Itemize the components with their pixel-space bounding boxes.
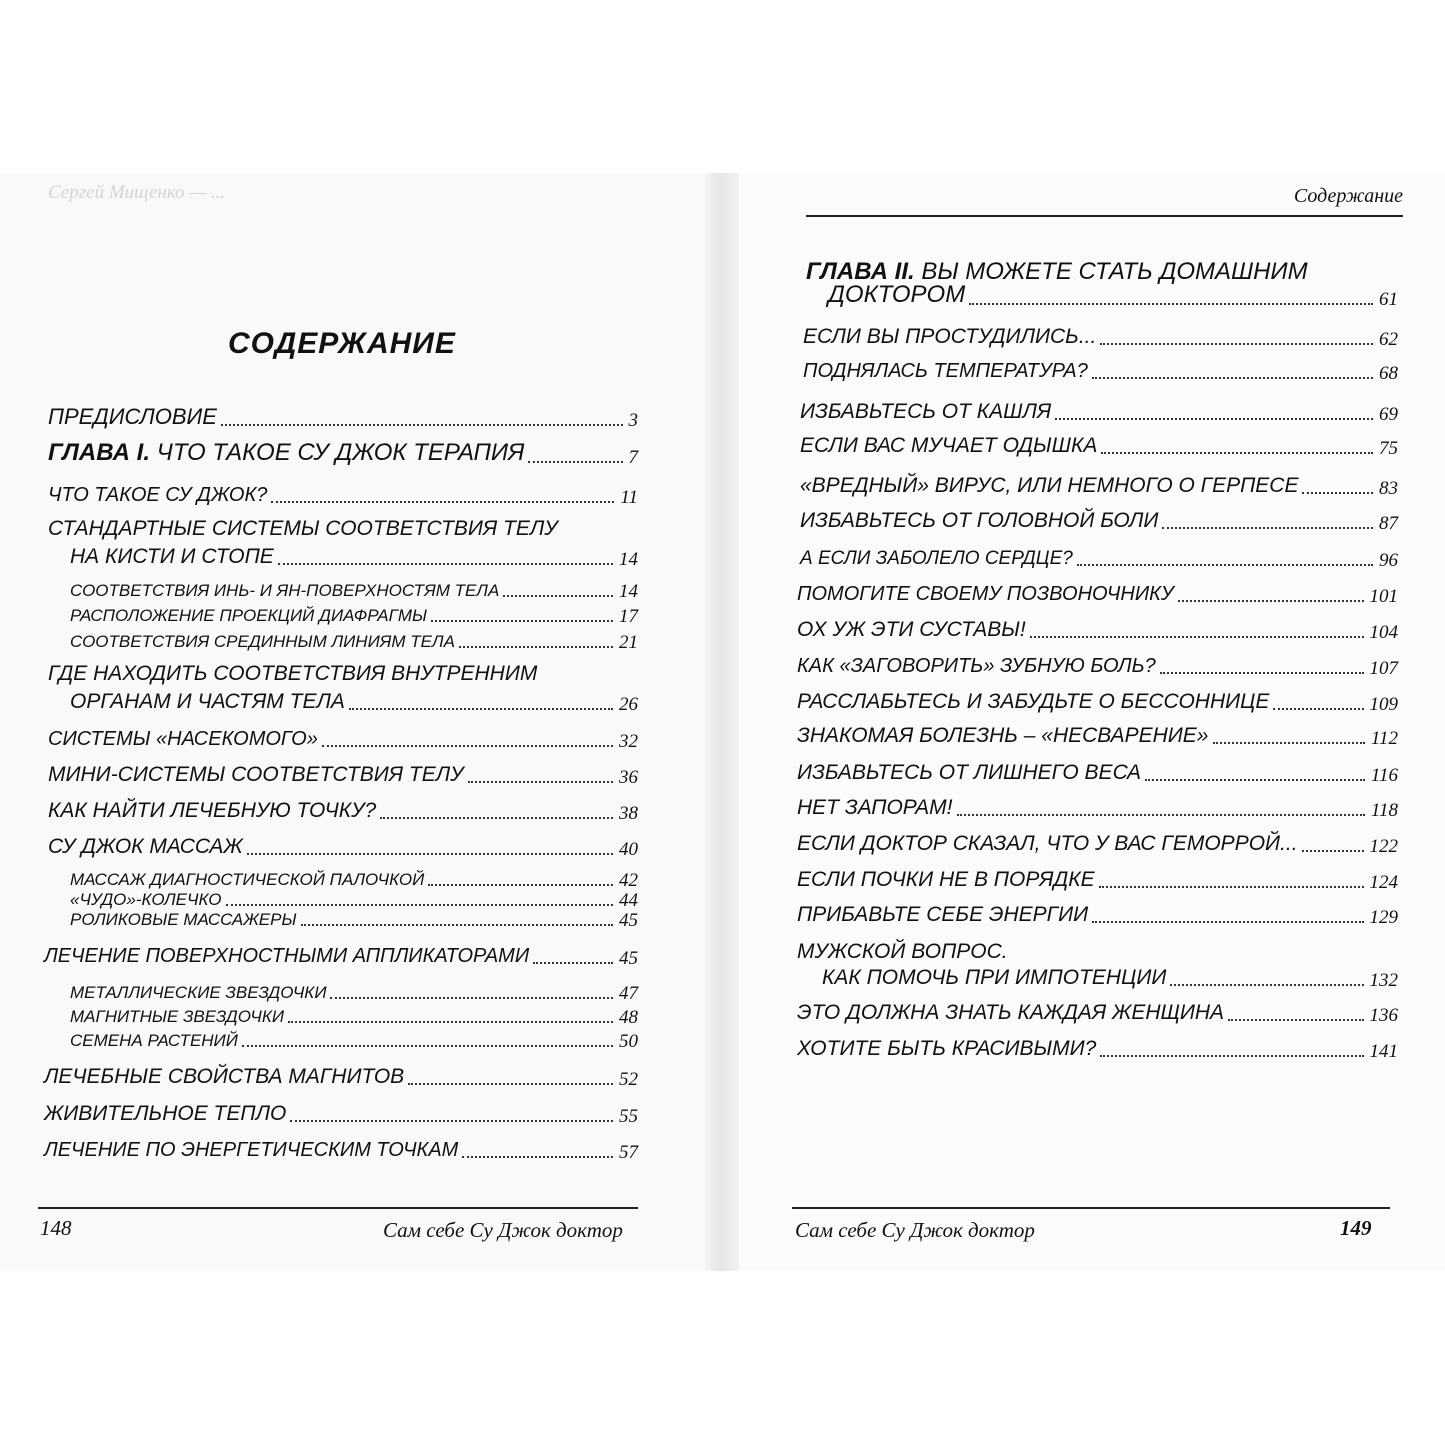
toc-page-number: 124 [1369,872,1398,893]
toc-entry-text: ЖИВИТЕЛЬНОЕ ТЕПЛО [44,1102,287,1125]
toc-entry [48,723,638,753]
dot-leader [431,620,613,622]
dot-leader [1099,886,1364,888]
toc-entry [797,650,1398,680]
toc-page-number: 26 [619,694,638,715]
toc-entry [797,720,1398,750]
toc-page-number: 38 [619,803,638,824]
toc-page-number: 109 [1369,694,1398,715]
chapter-label: ГЛАВА I. [48,439,157,466]
dot-leader [1145,779,1365,781]
dot-leader [1101,452,1373,454]
toc-title: СОДЕРЖАНИЕ [228,327,456,360]
toc-entry-text: ЗНАКОМАЯ БОЛЕЗНЬ – «НЕСВАРЕНИЕ» [797,724,1209,747]
toc-entry-title [797,1001,1224,1025]
toc-entry [806,281,1398,311]
toc-entry-title [48,439,524,467]
toc-entry-title [48,484,267,507]
dot-leader [408,1083,613,1085]
dot-leader [1302,850,1364,852]
toc-page-number: 122 [1369,836,1398,857]
left-footer-rule [38,1207,638,1209]
toc-page-number: 87 [1379,513,1398,534]
toc-entry-title [797,1037,1096,1061]
toc-entry-text: ЧТО ТАКОЕ СУ ДЖОК ТЕРАПИЯ [156,439,525,466]
toc-entry [800,396,1398,426]
toc-entry-title [44,1102,286,1126]
toc-entry [70,902,638,932]
toc-entry-title [797,832,1298,856]
toc-entry-text: А ЕСЛИ ЗАБОЛЕЛО СЕРДЦЕ? [800,548,1073,569]
toc-entry-text: ЛЕЧЕБНЫЕ СВОЙСТВА МАГНИТОВ [44,1065,405,1088]
toc-entry-text: ЕСЛИ ДОКТОР СКАЗАЛ, ЧТО У ВАС ГЕМОРРОЙ... [797,832,1298,855]
toc-entry [803,321,1398,351]
toc-page-number: 14 [619,549,638,570]
toc-entry [797,899,1398,929]
toc-entry-text: ОХ УЖ ЭТИ СУСТАВЫ! [797,618,1026,641]
toc-entry-title [48,728,318,751]
toc-entry-title-line2: ДОКТОРОМ [828,281,966,308]
toc-page-number: 62 [1379,329,1398,350]
dot-leader [1092,377,1373,379]
dot-leader [1228,1019,1363,1021]
toc-entry [797,686,1398,716]
toc-entry-text: КАК НАЙТИ ЛЕЧЕБНУЮ ТОЧКУ? [48,799,377,822]
dot-leader [1162,527,1373,529]
toc-page-number: 107 [1369,658,1398,679]
toc-entry-text: ЕСЛИ ВЫ ПРОСТУДИЛИСЬ... [803,325,1097,348]
dot-leader [301,924,613,926]
toc-entry-text: ГДЕ НАХОДИТЬ СООТВЕТСТВИЯ ВНУТРЕННИМ [48,662,538,685]
toc-entry [48,402,638,432]
dot-leader [528,461,622,463]
toc-entry [70,624,638,654]
toc-entry [44,1061,638,1091]
header-rule [806,215,1403,217]
toc-entry-title-line1 [48,662,537,686]
toc-page-number: 136 [1369,1005,1398,1026]
toc-entry-title [70,1031,238,1051]
toc-entry-text: ИЗБАВЬТЕСЬ ОТ ГОЛОВНОЙ БОЛИ [800,509,1159,532]
toc-entry-title [48,763,464,787]
dot-leader [503,595,613,597]
toc-entry [797,792,1398,822]
toc-page-number: 68 [1379,363,1398,384]
right-footer-rule [792,1207,1390,1209]
toc-entry-title [44,945,529,968]
toc-entry [797,828,1398,858]
dot-leader [459,646,613,648]
dot-leader [349,708,613,710]
toc-page-number: 52 [619,1069,638,1090]
toc-entry-title [44,1065,404,1089]
dot-leader [247,853,613,855]
toc-page-number: 61 [1379,289,1398,310]
toc-page-number: 132 [1369,970,1398,991]
toc-entry [44,940,638,970]
left-page-number: 148 [40,1216,72,1240]
toc-entry-text: ЕСЛИ ВАС МУЧАЕТ ОДЫШКА [800,434,1098,457]
toc-entry-text: ПРИБАВЬТЕ СЕБЕ ЭНЕРГИИ [797,903,1089,926]
toc-entry-title [797,903,1088,927]
toc-entry-text: ПРЕДИСЛОВИЕ [48,404,217,429]
toc-entry-title-line2: ОРГАНАМ И ЧАСТЯМ ТЕЛА [70,690,345,713]
toc-entry-title [48,404,217,430]
dot-leader [271,501,614,503]
toc-page-number: 96 [1379,550,1398,571]
toc-entry-text: ИЗБАВЬТЕСЬ ОТ КАШЛЯ [800,400,1052,423]
toc-entry-title [797,583,1174,606]
toc-page-number: 141 [1369,1041,1398,1062]
toc-entry [797,962,1398,992]
toc-page-number: 101 [1369,586,1398,607]
toc-entry-text: «ЧУДО»-КОЛЕЧКО [70,890,222,909]
toc-entry-text: ПОМОГИТЕ СВОЕМУ ПОЗВОНОЧНИКУ [797,583,1174,605]
toc-entry-title [48,799,376,823]
dot-leader [278,563,613,565]
toc-entry-text: МИНИ-СИСТЕМЫ СООТВЕТСТВИЯ ТЕЛУ [48,763,464,786]
toc-entry [797,757,1398,787]
toc-entry [800,542,1398,572]
toc-entry [800,430,1398,460]
toc-entry-text: КАК «ЗАГОВОРИТЬ» ЗУБНУЮ БОЛЬ? [797,655,1156,677]
toc-page-number: 11 [620,487,638,508]
toc-entry-title [803,360,1088,383]
toc-entry-text: ЕСЛИ ПОЧКИ НЕ В ПОРЯДКЕ [797,868,1095,891]
toc-entry-title [800,509,1158,533]
toc-page-number: 69 [1379,404,1398,425]
dot-leader [969,303,1373,305]
toc-page-number: 50 [619,1031,638,1052]
dot-leader [221,424,623,426]
dot-leader [380,817,613,819]
toc-entry-text: ЭТО ДОЛЖНА ЗНАТЬ КАЖДАЯ ЖЕНЩИНА [797,1001,1225,1024]
toc-page-number: 45 [619,910,638,931]
toc-entry-title [44,1139,458,1162]
toc-page-number: 17 [619,606,638,627]
dot-leader [1092,921,1363,923]
toc-page-number: 7 [628,447,638,468]
toc-page-number: 55 [619,1106,638,1127]
toc-entry [48,541,638,571]
toc-page-number: 104 [1369,622,1398,643]
toc-entry-text: ИЗБАВЬТЕСЬ ОТ ЛИШНЕГО ВЕСА [797,761,1142,784]
toc-entry [800,505,1398,535]
toc-entry-text: МАССАЖ ДИАГНОСТИЧЕСКОЙ ПАЛОЧКОЙ [70,870,425,889]
toc-entry-text: РОЛИКОВЫЕ МАССАЖЕРЫ [70,910,297,929]
toc-entry [797,1033,1398,1063]
toc-entry-text: ЛЕЧЕНИЕ ПОВЕРХНОСТНЫМИ АППЛИКАТОРАМИ [44,945,530,967]
dot-leader [1213,742,1365,744]
toc-page-number: 14 [619,581,638,602]
toc-entry-title [797,724,1209,748]
dot-leader [1273,708,1363,710]
dot-leader [1030,636,1364,638]
toc-entry-title [70,910,297,930]
toc-entry-title [800,400,1051,424]
toc-entry-title [797,796,953,820]
toc-entry-text: НЕТ ЗАПОРАМ! [797,796,953,819]
toc-page-number: 42 [619,870,638,891]
toc-entry-text: СИСТЕМЫ «НАСЕКОМОГО» [48,728,318,750]
toc-page-number: 21 [619,632,638,653]
toc-entry [797,614,1398,644]
dot-leader [533,962,613,964]
book-gutter [705,173,739,1271]
toc-entry-title [797,761,1141,785]
toc-entry-title [803,325,1096,349]
toc-page-number: 3 [628,410,638,431]
toc-entry-title-line2: НА КИСТИ И СТОПЕ [70,545,274,568]
toc-entry-title [797,690,1269,714]
toc-entry [797,578,1398,608]
toc-entry-title-line2: КАК ПОМОЧЬ ПРИ ИМПОТЕНЦИИ [822,966,1167,989]
toc-page-number: 47 [619,983,638,1004]
toc-entry [48,439,638,469]
toc-entry-text: ХОТИТЕ БЫТЬ КРАСИВЫМИ? [797,1037,1097,1060]
toc-entry-title [797,618,1026,642]
dot-leader [1055,418,1373,420]
toc-entry-text: ВЫ МОЖЕТЕ СТАТЬ ДОМАШНИМ [921,258,1308,285]
right-page-number: 149 [1340,1216,1372,1240]
dot-leader [1160,672,1364,674]
left-book-title: Сам себе Су Джок доктор [383,1218,623,1242]
toc-entry [70,1023,638,1053]
dot-leader [322,745,613,747]
toc-page-number: 48 [619,1007,638,1028]
toc-entry-text: МУЖСКОЙ ВОПРОС. [797,940,1008,963]
toc-entry-title [800,474,1298,498]
right-book-title: Сам себе Су Джок доктор [795,1218,1035,1242]
toc-entry [48,479,638,509]
toc-entry [48,831,638,861]
dot-leader [957,814,1365,816]
toc-entry-title [48,835,243,859]
toc-entry [44,1098,638,1128]
toc-page-number: 45 [619,948,638,969]
toc-entry-text: СООТВЕТСТВИЯ СРЕДИННЫМ ЛИНИЯМ ТЕЛА [70,632,455,651]
dot-leader [1178,600,1364,602]
show-through-running-head: Сергей Мищенко — ... [48,182,226,203]
dot-leader [1302,492,1373,494]
toc-entry-text: ЧТО ТАКОЕ СУ ДЖОК? [48,484,268,506]
toc-page-number: 118 [1370,800,1398,821]
dot-leader [290,1120,613,1122]
toc-entry-text: СУ ДЖОК МАССАЖ [48,835,243,858]
toc-page-number: 57 [619,1142,638,1163]
toc-page-number: 36 [619,767,638,788]
dot-leader [1077,564,1373,566]
toc-entry [803,355,1398,385]
dot-leader [1170,984,1363,986]
toc-entry [797,997,1398,1027]
toc-page-number: 32 [619,731,638,752]
toc-page-number: 112 [1370,728,1398,749]
toc-entry-text: РАССЛАБЬТЕСЬ И ЗАБУДЬТЕ О БЕССОННИЦЕ [797,690,1270,713]
dot-leader [462,1156,613,1158]
toc-entry-text: СТАНДАРТНЫЕ СИСТЕМЫ СООТВЕТСТВИЯ ТЕЛУ [48,517,558,540]
toc-entry [48,795,638,825]
toc-entry-title [797,655,1156,678]
dot-leader [242,1045,613,1047]
toc-entry-title [800,434,1097,458]
toc-entry [48,759,638,789]
toc-entry [44,1134,638,1164]
toc-page-number: 44 [619,890,638,911]
toc-entry-title [797,868,1095,892]
toc-entry-title [70,632,455,652]
toc-entry-text: МЕТАЛЛИЧЕСКИЕ ЗВЕЗДОЧКИ [70,983,327,1002]
chapter-label: ГЛАВА II. [806,258,922,285]
right-running-head: Содержание [1293,185,1403,207]
toc-entry [800,470,1398,500]
toc-entry-text: «ВРЕДНЫЙ» ВИРУС, ИЛИ НЕМНОГО О ГЕРПЕСЕ [800,474,1299,497]
toc-entry-text: РАСПОЛОЖЕНИЕ ПРОЕКЦИЙ ДИАФРАГМЫ [70,606,428,625]
toc-page-number: 116 [1370,765,1398,786]
toc-entry-title [800,548,1073,570]
toc-entry-title-line1 [797,940,1008,964]
dot-leader [1100,343,1373,345]
dot-leader [1100,1055,1363,1057]
toc-entry-title-line1 [48,517,558,541]
toc-entry-text: МАГНИТНЫЕ ЗВЕЗДОЧКИ [70,1007,285,1026]
toc-page-number: 83 [1379,478,1398,499]
toc-entry [797,864,1398,894]
dot-leader [468,781,613,783]
toc-entry [48,686,638,716]
toc-entry-text: ПОДНЯЛАСЬ ТЕМПЕРАТУРА? [803,360,1088,382]
toc-entry-title [70,606,427,626]
toc-entry-text: СООТВЕТСТВИЯ ИНЬ- И ЯН-ПОВЕРХНОСТЯМ ТЕЛА [70,581,500,600]
toc-page-number: 75 [1379,438,1398,459]
toc-entry-text: СЕМЕНА РАСТЕНИЙ [70,1031,238,1050]
toc-entry-text: ЛЕЧЕНИЕ ПО ЭНЕРГЕТИЧЕСКИМ ТОЧКАМ [44,1139,459,1161]
toc-page-number: 40 [619,839,638,860]
toc-page-number: 129 [1369,907,1398,928]
